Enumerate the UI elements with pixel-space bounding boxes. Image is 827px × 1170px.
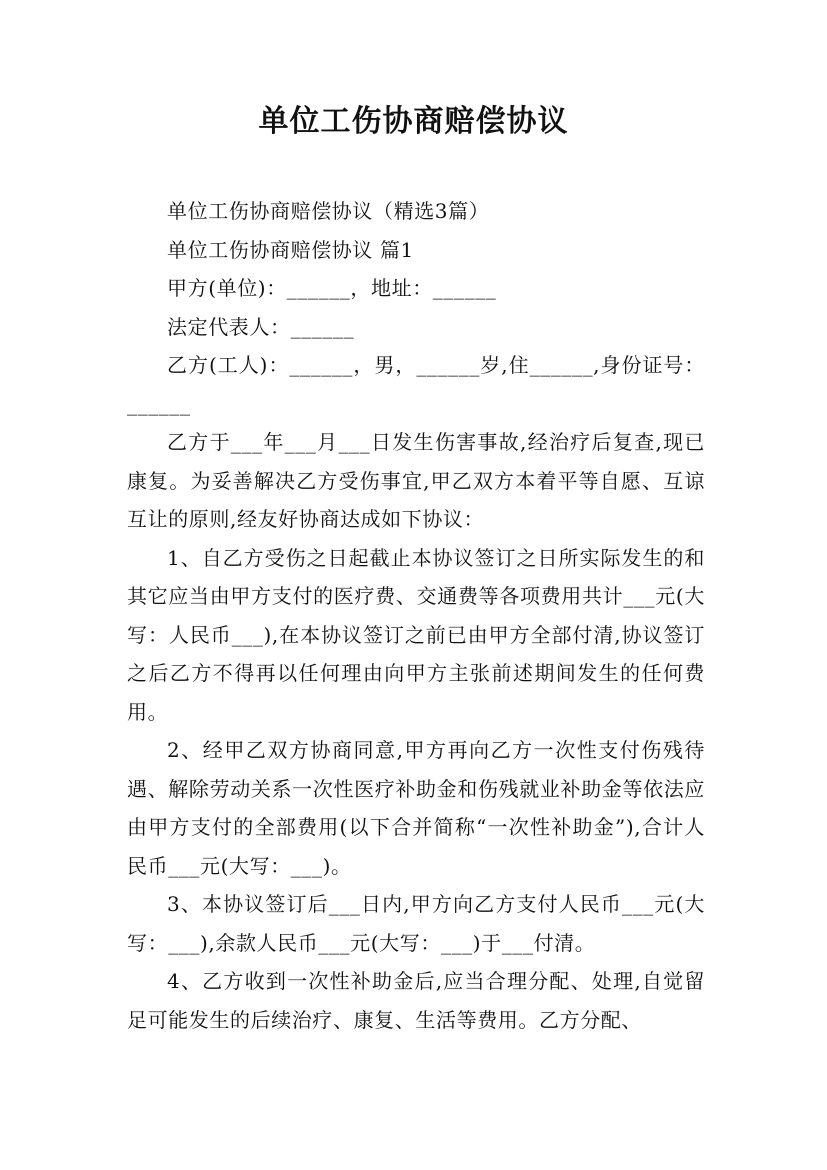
paragraph-party-a: 甲方(单位)：______，地址：______: [167, 276, 497, 300]
paragraph-clause-3: 3、本协议签订后___日内,甲方向乙方支付人民币___元(大写：___),余款人民币___元(大写：___)于___付清。: [127, 892, 705, 955]
paragraph-clause-4: 4、乙方收到一次性补助金后,应当合理分配、处理,自觉留足可能发生的后续治疗、康复、生活等费用。乙方分配、: [127, 969, 705, 1032]
paragraph-section-heading: 单位工伤协商赔偿协议 篇1: [167, 237, 414, 262]
paragraph-clause-2: 2、经甲乙双方协商同意,甲方再向乙方一次性支付伤残待遇、解除劳动关系一次性医疗补助金和伤残就业补助金等依法应由甲方支付的全部费用(以下合并简称“一次性补助金”),合计人民币___元(大写：___)。: [127, 738, 705, 878]
document-title: 单位工伤协商赔偿协议: [258, 104, 569, 139]
paragraph-legal-representative: 法定代表人：______: [167, 314, 355, 339]
paragraph-clause-1: 1、自乙方受伤之日起截止本协议签订之日所实际发生的和其它应当由甲方支付的医疗费、交通费等各项费用共计___元(大写：人民币___),在本协议签订之前已由甲方全部付清,协议签订之后乙方不得再以任何理由向甲方主张前述期间发生的任何费用。: [127, 545, 705, 724]
paragraph-preamble: 乙方于___年___月___日发生伤害事故,经治疗后复查,现已康复。为妥善解决乙方受伤事宜,甲乙双方本着平等自愿、互谅互让的原则,经友好协商达成如下协议：: [127, 430, 705, 531]
paragraph-subtitle: 单位工伤协商赔偿协议（精选3篇）: [167, 199, 490, 223]
document-body: [127, 192, 705, 1039]
paragraph-party-b: 乙方(工人)：______，男，______岁,住______,身份证号：______: [127, 353, 705, 416]
